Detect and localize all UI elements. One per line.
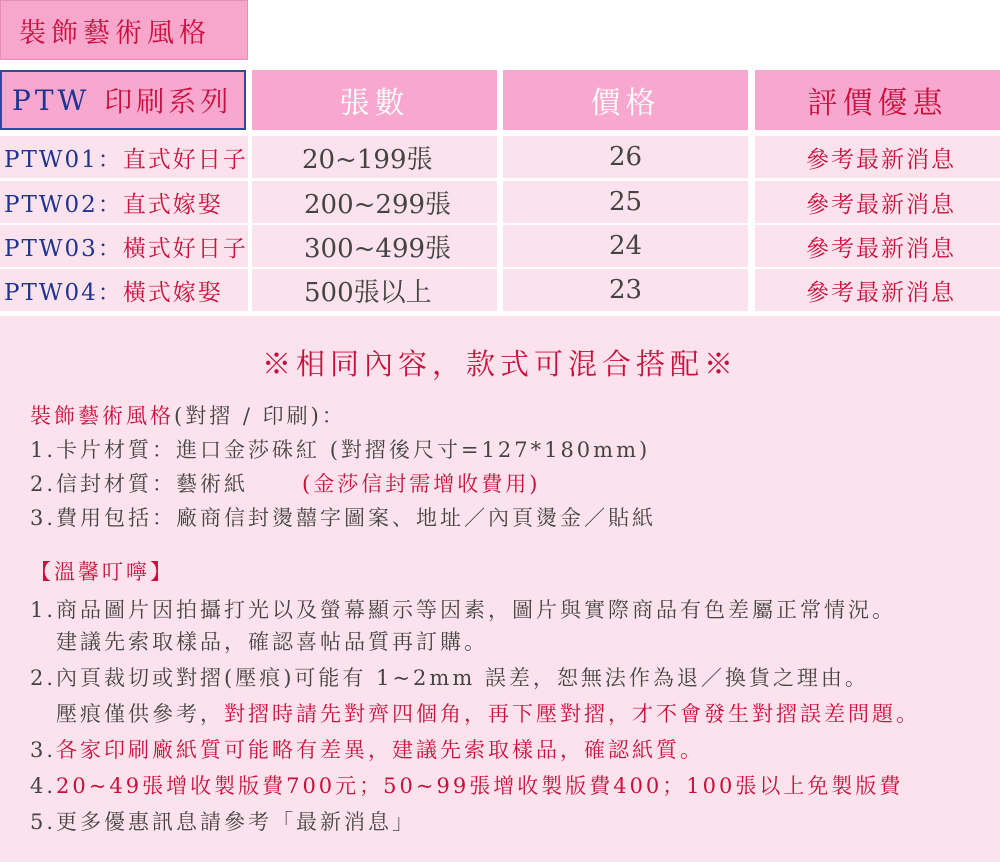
row-price: 23: [503, 269, 748, 311]
notice-item-3-num: 3.: [30, 738, 57, 762]
row-qty: 20~199張: [252, 136, 497, 178]
notice-item-4: [30, 770, 903, 800]
notes-panel: [0, 316, 1000, 862]
row-note: 參考最新消息: [755, 225, 1000, 267]
row-price: 26: [503, 136, 748, 178]
mix-note: ※相同內容，款式可混合搭配※: [261, 347, 738, 381]
notice-item-2-cont: [56, 698, 920, 728]
notice-item-2-cont-a: 壓痕僅供參考，: [56, 702, 224, 726]
notice-item-1-cont: 建議先索取樣品，確認喜帖品質再訂購。: [56, 630, 488, 654]
row-code: PTW02：: [4, 191, 123, 218]
row-price: 24: [503, 225, 748, 267]
header-price: 價格: [503, 70, 748, 130]
row-code: PTW03：: [4, 235, 123, 262]
row-code: PTW04：: [4, 279, 123, 306]
row-name: 直式嫁娶: [122, 191, 223, 218]
notice-item-2-cont-b: 對摺時請先對齊四個角，再下壓對摺，才不會發生對摺誤差問題。: [224, 702, 920, 726]
row-qty: 300~499張: [252, 225, 497, 267]
row-name: 橫式好日子: [122, 235, 248, 262]
header-series-label: 印刷系列: [104, 85, 233, 118]
spec-heading-suffix: (對摺 / 印刷)：: [174, 404, 346, 428]
row-note: 參考最新消息: [755, 181, 1000, 223]
spec-item-2-note: (金莎信封需增收費用): [302, 472, 541, 496]
row-name: 橫式嫁娶: [122, 279, 223, 306]
row-qty: 200~299張: [252, 181, 497, 223]
notice-heading: 【溫馨叮嚀】: [30, 560, 174, 584]
notice-item-1: 1.商品圖片因拍攝打光以及螢幕顯示等因素，圖片與實際商品有色差屬正常情況。: [30, 598, 897, 622]
row-qty: 500張以上: [252, 269, 497, 311]
header-series-code: PTW: [12, 83, 91, 117]
row-note: 參考最新消息: [755, 136, 1000, 178]
notice-item-2: 2.內頁裁切或對摺(壓痕)可能有 1~2mm 誤差，恕無法作為退／換貨之理由。: [30, 666, 869, 690]
row-note: 參考最新消息: [755, 269, 1000, 311]
spec-item-2-label: 2.信封材質：藝術紙: [30, 472, 249, 496]
spec-item-1: 1.卡片材質：進口金莎硃紅 (對摺後尺寸=127*180mm): [30, 438, 651, 462]
row-name-cell: [0, 269, 248, 311]
row-price: 25: [503, 181, 748, 223]
spec-heading-title: 裝飾藝術風格: [30, 404, 174, 428]
notice-item-4-num: 4.: [30, 774, 57, 798]
row-code: PTW01：: [4, 146, 123, 173]
row-name-cell: [0, 225, 248, 267]
notice-item-4-text: 20~49張增收製版費700元；50~99張增收製版費400；100張以上免製版費: [56, 774, 904, 798]
row-name: 直式好日子: [122, 146, 248, 173]
row-name-cell: [0, 136, 248, 178]
spec-item-2: [30, 468, 540, 498]
notice-item-3-text: 各家印刷廠紙質可能略有差異，建議先索取樣品，確認紙質。: [56, 738, 705, 762]
notice-item-5: 5.更多優惠訊息請參考「最新消息」: [30, 810, 417, 834]
notice-item-3: [30, 734, 704, 764]
spec-heading: [30, 400, 346, 430]
header-discount: 評價優惠: [755, 70, 1000, 130]
spec-item-3: 3.費用包括：廠商信封燙囍字圖案、地址／內頁燙金／貼紙: [30, 506, 657, 530]
header-series: [0, 70, 246, 130]
row-name-cell: [0, 181, 248, 223]
header-qty: 張數: [252, 70, 497, 130]
page-title: 裝飾藝術風格: [0, 0, 248, 60]
